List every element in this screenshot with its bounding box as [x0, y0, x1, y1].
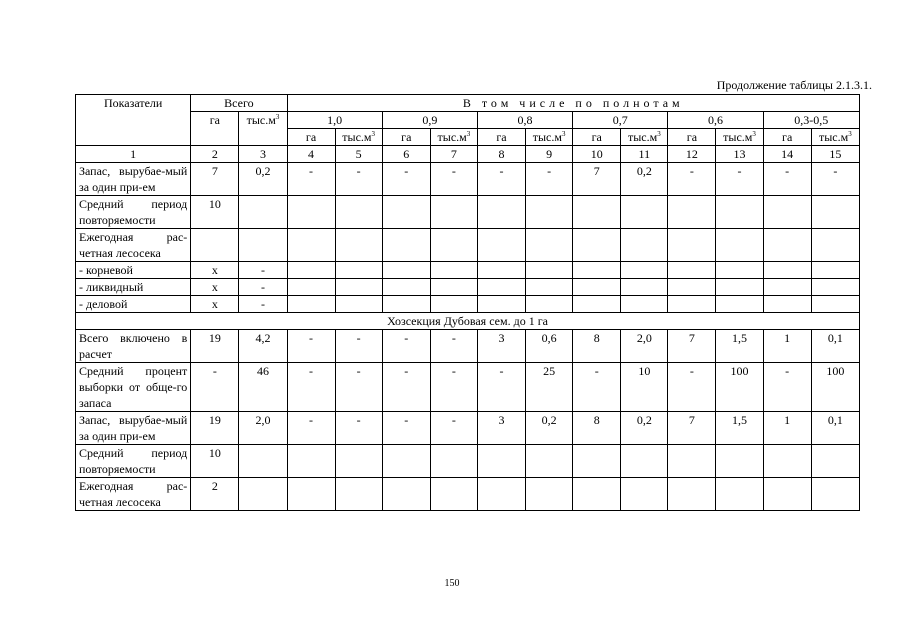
column-number: 4: [287, 146, 335, 163]
header-including: В том числе по полнотам: [287, 95, 860, 112]
table-cell: [763, 296, 811, 313]
table-cell: [191, 229, 239, 262]
table-cell: [239, 478, 287, 511]
table-cell: [573, 445, 621, 478]
table-cell: [668, 196, 716, 229]
column-number: 8: [477, 146, 525, 163]
table-cell: [573, 229, 621, 262]
table-cell: [335, 445, 382, 478]
table-cell: [287, 196, 335, 229]
column-number: 9: [526, 146, 573, 163]
table-cell: [287, 229, 335, 262]
table-cell: 46: [239, 363, 287, 412]
table-cell: [382, 478, 430, 511]
header-unit-ha: га: [573, 129, 621, 146]
table-cell: [716, 296, 763, 313]
table-cell: [477, 478, 525, 511]
table-cell: [621, 229, 668, 262]
table-cell: [526, 262, 573, 279]
header-unit-volume: $тыс.м^3$: [621, 129, 668, 146]
table-cell: 2,0: [621, 330, 668, 363]
table-cell: х: [191, 279, 239, 296]
table-cell: 1: [763, 330, 811, 363]
table-cell: [573, 296, 621, 313]
table-cell: 10: [191, 196, 239, 229]
header-unit-ha: га: [477, 129, 525, 146]
table-cell: -: [430, 163, 477, 196]
table-cell: -: [335, 330, 382, 363]
table-cell: -: [191, 363, 239, 412]
column-number: 11: [621, 146, 668, 163]
table-cell: 0,1: [811, 412, 859, 445]
table-row: [76, 478, 860, 511]
table-row: [76, 330, 860, 363]
table-cell: [430, 478, 477, 511]
table-cell: [526, 229, 573, 262]
header-unit-volume: $тыс.м^3$: [430, 129, 477, 146]
table-cell: -: [335, 163, 382, 196]
table-cell: [430, 196, 477, 229]
table-cell: [335, 262, 382, 279]
row-label: Всего включено в расчет: [76, 330, 191, 363]
row-label: - корневой: [76, 262, 191, 279]
table-cell: -: [477, 363, 525, 412]
table-cell: 1,5: [716, 330, 763, 363]
table-cell: -: [382, 163, 430, 196]
table-cell: 100: [716, 363, 763, 412]
table-cell: [335, 296, 382, 313]
column-number: 7: [430, 146, 477, 163]
table-cell: -: [335, 412, 382, 445]
table-cell: х: [191, 296, 239, 313]
table-cell: [716, 445, 763, 478]
table-cell: [287, 445, 335, 478]
table-cell: -: [668, 363, 716, 412]
table-cell: [239, 229, 287, 262]
table-cell: [526, 196, 573, 229]
table-cell: [526, 279, 573, 296]
column-number: 15: [811, 146, 859, 163]
table-cell: 7: [191, 163, 239, 196]
table-cell: 7: [573, 163, 621, 196]
section-row: [76, 313, 860, 330]
table-cell: [811, 478, 859, 511]
table-cell: [811, 196, 859, 229]
row-label: Ежегодная рас-четная лесосека: [76, 229, 191, 262]
table-cell: [335, 196, 382, 229]
row-label: Средний период повторяемости: [76, 196, 191, 229]
table-cell: [335, 478, 382, 511]
table-cell: 0,6: [526, 330, 573, 363]
table-cell: 8: [573, 330, 621, 363]
header-total: Всего: [191, 95, 287, 112]
table-row: [76, 279, 860, 296]
table-cell: х: [191, 262, 239, 279]
row-label: - деловой: [76, 296, 191, 313]
table-cell: -: [382, 363, 430, 412]
table-cell: -: [239, 279, 287, 296]
table-caption: Продолжение таблицы 2.1.3.1.: [716, 78, 872, 92]
table-cell: [287, 296, 335, 313]
table-cell: [526, 296, 573, 313]
table-cell: 2: [191, 478, 239, 511]
table-cell: 0,2: [526, 412, 573, 445]
table-cell: [382, 262, 430, 279]
column-numbers-row: [76, 146, 860, 163]
table-cell: [287, 262, 335, 279]
table-cell: 0,2: [621, 163, 668, 196]
table-cell: [335, 229, 382, 262]
table-cell: [477, 196, 525, 229]
table-cell: 25: [526, 363, 573, 412]
header-unit-ha: га: [668, 129, 716, 146]
table-row: [76, 296, 860, 313]
table-cell: -: [430, 412, 477, 445]
table-cell: 19: [191, 412, 239, 445]
table-cell: 0,2: [239, 163, 287, 196]
table-cell: [573, 279, 621, 296]
column-number: 3: [239, 146, 287, 163]
table-cell: 8: [573, 412, 621, 445]
header-unit-ha: га: [382, 129, 430, 146]
table-cell: [335, 279, 382, 296]
table-cell: [621, 296, 668, 313]
row-label: Средний процент выборки от обще-го запаса: [76, 363, 191, 412]
header-density: 0,7: [573, 112, 668, 129]
table-cell: -: [287, 163, 335, 196]
table-body: [76, 95, 860, 511]
table-row: [76, 196, 860, 229]
table-cell: 7: [668, 412, 716, 445]
table-cell: [763, 445, 811, 478]
table-cell: [573, 478, 621, 511]
table-cell: [811, 229, 859, 262]
table-cell: [621, 262, 668, 279]
table-cell: 0,1: [811, 330, 859, 363]
header-unit-ha: га: [287, 129, 335, 146]
table-cell: [382, 445, 430, 478]
row-label: - ликвидный: [76, 279, 191, 296]
table-cell: [716, 279, 763, 296]
table-cell: [763, 279, 811, 296]
column-number: 6: [382, 146, 430, 163]
table-row: [76, 163, 860, 196]
column-number: 13: [716, 146, 763, 163]
header-total-volume: $тыс.м^3$: [239, 112, 287, 146]
table-cell: [668, 296, 716, 313]
table-cell: [621, 196, 668, 229]
header-unit-ha: га: [763, 129, 811, 146]
table-cell: [621, 478, 668, 511]
section-title: Хозсекция Дубовая сем. до 1 га: [76, 313, 860, 330]
table-cell: [287, 279, 335, 296]
table-cell: [430, 262, 477, 279]
header-density: 1,0: [287, 112, 382, 129]
table-cell: [716, 229, 763, 262]
header-unit-volume: $тыс.м^3$: [335, 129, 382, 146]
table-cell: -: [811, 163, 859, 196]
table-row: [76, 412, 860, 445]
table-cell: [430, 296, 477, 313]
header-unit-volume: $тыс.м^3$: [716, 129, 763, 146]
table-cell: [573, 262, 621, 279]
column-number: 10: [573, 146, 621, 163]
table-cell: 3: [477, 412, 525, 445]
table-cell: [477, 262, 525, 279]
header-unit-volume: $тыс.м^3$: [811, 129, 859, 146]
table-cell: [526, 445, 573, 478]
table-cell: -: [239, 296, 287, 313]
table-cell: [716, 262, 763, 279]
table-cell: -: [430, 330, 477, 363]
table-cell: 4,2: [239, 330, 287, 363]
header-density: 0,9: [382, 112, 477, 129]
table-cell: [477, 445, 525, 478]
table-cell: 1,5: [716, 412, 763, 445]
table-cell: 3: [477, 330, 525, 363]
table-cell: -: [382, 330, 430, 363]
table-cell: -: [287, 363, 335, 412]
table-cell: [382, 296, 430, 313]
table-cell: -: [477, 163, 525, 196]
table-cell: [763, 478, 811, 511]
table-row: [76, 445, 860, 478]
table-cell: 1: [763, 412, 811, 445]
table-cell: [477, 296, 525, 313]
table-cell: [382, 196, 430, 229]
header-indicators: Показатели: [76, 95, 191, 146]
header-row-2: [76, 112, 860, 129]
table-cell: [668, 445, 716, 478]
table-cell: -: [668, 163, 716, 196]
header-total-ha: га: [191, 112, 239, 146]
row-label: Ежегодная рас-четная лесосека: [76, 478, 191, 511]
table-cell: 2,0: [239, 412, 287, 445]
table-cell: -: [526, 163, 573, 196]
table-cell: [477, 279, 525, 296]
table-cell: 10: [191, 445, 239, 478]
table-cell: [763, 262, 811, 279]
table-cell: [668, 478, 716, 511]
column-number: 2: [191, 146, 239, 163]
table-cell: [668, 229, 716, 262]
row-label: Запас, вырубае-мый за один при-ем: [76, 412, 191, 445]
table-cell: [811, 279, 859, 296]
table-cell: [430, 445, 477, 478]
table-cell: 10: [621, 363, 668, 412]
table-cell: [239, 445, 287, 478]
table-cell: [621, 279, 668, 296]
table-cell: [811, 296, 859, 313]
table-cell: [716, 196, 763, 229]
table-cell: [763, 196, 811, 229]
table-cell: [811, 445, 859, 478]
table-cell: [239, 196, 287, 229]
column-number: 5: [335, 146, 382, 163]
table-cell: [763, 229, 811, 262]
page-number: 150: [444, 578, 460, 589]
row-label: Средний период повторяемости: [76, 445, 191, 478]
table-cell: -: [287, 412, 335, 445]
table-cell: [430, 279, 477, 296]
column-number: 1: [76, 146, 191, 163]
table-cell: [382, 279, 430, 296]
table-cell: [573, 196, 621, 229]
header-density: 0,3-0,5: [763, 112, 859, 129]
table-cell: -: [573, 363, 621, 412]
table-cell: 100: [811, 363, 859, 412]
table-cell: [811, 262, 859, 279]
table-cell: -: [763, 163, 811, 196]
table-cell: 7: [668, 330, 716, 363]
table-cell: 19: [191, 330, 239, 363]
table-cell: -: [287, 330, 335, 363]
table-cell: [477, 229, 525, 262]
table-row: [76, 262, 860, 279]
table-cell: [287, 478, 335, 511]
header-density: 0,6: [668, 112, 763, 129]
table-cell: [526, 478, 573, 511]
header-unit-volume: $тыс.м^3$: [526, 129, 573, 146]
table-cell: -: [239, 262, 287, 279]
column-number: 12: [668, 146, 716, 163]
table-cell: [430, 229, 477, 262]
column-number: 14: [763, 146, 811, 163]
table-cell: -: [382, 412, 430, 445]
table-cell: [668, 279, 716, 296]
header-row-1: [76, 95, 860, 112]
table-cell: -: [763, 363, 811, 412]
table-cell: [668, 262, 716, 279]
table-cell: [716, 478, 763, 511]
data-table: [75, 94, 860, 511]
table-row: [76, 229, 860, 262]
table-cell: 0,2: [621, 412, 668, 445]
table-cell: [621, 445, 668, 478]
table-cell: -: [335, 363, 382, 412]
table-row: [76, 363, 860, 412]
row-label: Запас, вырубае-мый за один при-ем: [76, 163, 191, 196]
table-cell: -: [430, 363, 477, 412]
table-cell: [382, 229, 430, 262]
table-cell: -: [716, 163, 763, 196]
header-density: 0,8: [477, 112, 572, 129]
